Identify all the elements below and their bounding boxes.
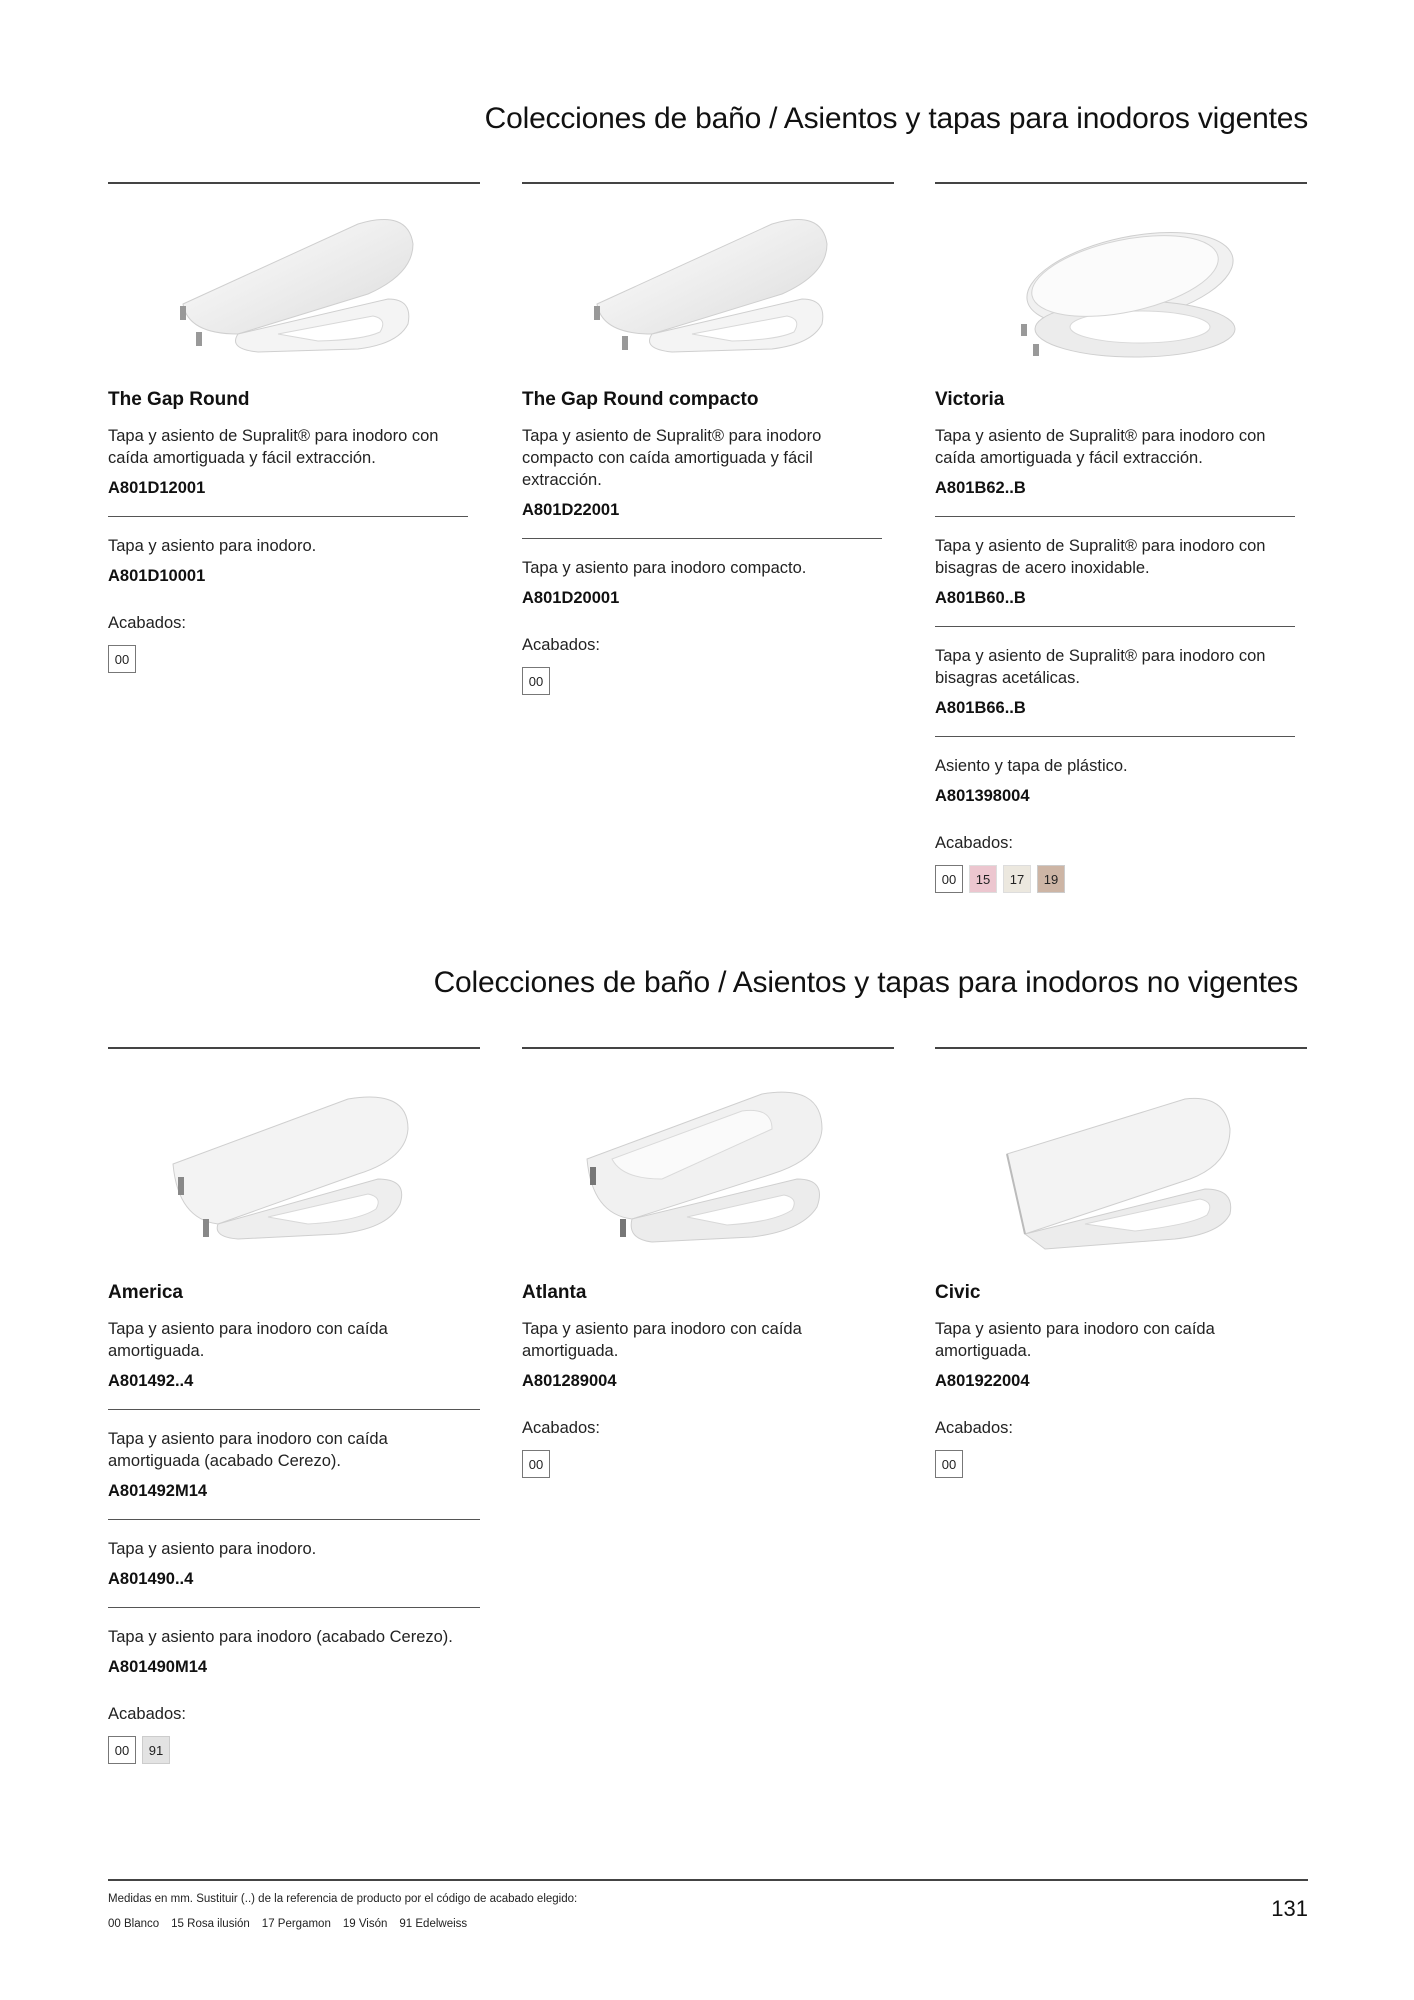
finish-swatches xyxy=(522,667,894,695)
entry-divider xyxy=(108,1519,480,1520)
finish-swatches xyxy=(935,865,1307,893)
entry-divider xyxy=(108,1409,480,1410)
product-code: A801D10001 xyxy=(108,567,206,585)
product-name: Atlanta xyxy=(522,1282,587,1303)
product-code: A801922004 xyxy=(935,1372,1030,1390)
product-name: Victoria xyxy=(935,389,1005,410)
product-code: A801D22001 xyxy=(522,501,620,519)
entry-divider xyxy=(935,736,1295,737)
finish-swatches xyxy=(935,1450,1307,1478)
product-code: A801398004 xyxy=(935,787,1030,805)
product-image-gap-round xyxy=(108,184,480,389)
product-description: Tapa y asiento para inodoro. xyxy=(108,537,317,555)
finish-swatch: 00 xyxy=(935,865,963,893)
product-description: Tapa y asiento para inodoro con caída amortiguada (acabado Cerezo). xyxy=(108,1430,388,1470)
product-image-victoria xyxy=(935,184,1307,389)
legend-item: 17 Pergamon xyxy=(261,1918,331,1930)
product-image-gap-round-compacto xyxy=(522,184,894,389)
product-name: Civic xyxy=(935,1282,981,1303)
product-image-atlanta xyxy=(522,1049,894,1282)
finish-swatch: 00 xyxy=(522,667,550,695)
product-code: A801B66..B xyxy=(935,699,1026,717)
product-card-america xyxy=(108,1047,480,1764)
product-description: Tapa y asiento de Supralit® para inodoro con bisagras acetálicas. xyxy=(935,647,1266,687)
finishes-label: Acabados: xyxy=(522,1419,600,1437)
product-card-atlanta xyxy=(522,1047,894,1478)
product-image-america xyxy=(108,1049,480,1282)
footer-note: Medidas en mm. Sustituir (..) de la referencia de producto por el código de acabado elegido: xyxy=(108,1893,578,1905)
finish-swatch: 00 xyxy=(108,1736,136,1764)
entry-divider xyxy=(935,626,1295,627)
product-description: Tapa y asiento para inodoro con caída amortiguada. xyxy=(108,1320,388,1360)
entry-divider xyxy=(108,516,468,517)
product-code: A801492..4 xyxy=(108,1372,194,1390)
product-name: The Gap Round compacto xyxy=(522,389,759,410)
product-code: A801492M14 xyxy=(108,1482,208,1500)
product-description: Tapa y asiento para inodoro. xyxy=(108,1540,317,1558)
entry-divider xyxy=(935,516,1295,517)
finish-swatches xyxy=(522,1450,894,1478)
product-code: A801289004 xyxy=(522,1372,617,1390)
product-description: Tapa y asiento de Supralit® para inodoro con bisagras de acero inoxidable. xyxy=(935,537,1266,577)
finish-swatches xyxy=(108,645,480,673)
product-card-gap-round-compacto xyxy=(522,182,894,695)
product-description: Tapa y asiento para inodoro con caída amortiguada. xyxy=(935,1320,1215,1360)
finish-swatch: 15 xyxy=(969,865,997,893)
finishes-label: Acabados: xyxy=(108,614,186,632)
section-title-no-vigentes: Colecciones de baño / Asientos y tapas para inodoros no vigentes xyxy=(433,966,1298,999)
finish-legend xyxy=(108,1918,467,1930)
finishes-label: Acabados: xyxy=(935,1419,1013,1437)
product-code: A801490..4 xyxy=(108,1570,194,1588)
product-card-victoria xyxy=(935,182,1307,893)
product-name: America xyxy=(108,1282,183,1303)
product-description: Tapa y asiento de Supralit® para inodoro compacto con caída amortiguada y fácil extracción. xyxy=(522,427,822,489)
product-description: Asiento y tapa de plástico. xyxy=(935,757,1128,775)
footer-divider xyxy=(108,1879,1308,1881)
product-description: Tapa y asiento para inodoro con caída amortiguada. xyxy=(522,1320,802,1360)
finish-swatch: 00 xyxy=(935,1450,963,1478)
finishes-label: Acabados: xyxy=(935,834,1013,852)
product-card-civic xyxy=(935,1047,1307,1478)
product-description: Tapa y asiento de Supralit® para inodoro con caída amortiguada y fácil extracción. xyxy=(935,427,1266,467)
legend-item: 19 Visón xyxy=(342,1918,388,1930)
product-code: A801B62..B xyxy=(935,479,1026,497)
finish-swatch: 17 xyxy=(1003,865,1031,893)
product-description: Tapa y asiento para inodoro compacto. xyxy=(522,559,807,577)
product-card-gap-round xyxy=(108,182,480,673)
finish-swatch: 00 xyxy=(108,645,136,673)
legend-item: 00 Blanco xyxy=(108,1918,160,1930)
legend-item: 15 Rosa ilusión xyxy=(171,1918,250,1930)
finishes-label: Acabados: xyxy=(108,1705,186,1723)
product-image-civic xyxy=(935,1049,1307,1282)
finishes-label: Acabados: xyxy=(522,636,600,654)
legend-item: 91 Edelweiss xyxy=(399,1918,468,1930)
page-number: 131 xyxy=(1271,1896,1308,1921)
finish-swatch: 00 xyxy=(522,1450,550,1478)
section-title-vigentes: Colecciones de baño / Asientos y tapas para inodoros vigentes xyxy=(484,102,1308,135)
finish-swatches xyxy=(108,1736,480,1764)
finish-swatch: 91 xyxy=(142,1736,170,1764)
product-description: Tapa y asiento de Supralit® para inodoro con caída amortiguada y fácil extracción. xyxy=(108,427,439,467)
entry-divider xyxy=(108,1607,480,1608)
product-description: Tapa y asiento para inodoro (acabado Cerezo). xyxy=(108,1628,453,1646)
product-code: A801D20001 xyxy=(522,589,620,607)
product-code: A801D12001 xyxy=(108,479,206,497)
entry-divider xyxy=(522,538,882,539)
product-code: A801490M14 xyxy=(108,1658,208,1676)
product-name: The Gap Round xyxy=(108,389,250,410)
finish-swatch: 19 xyxy=(1037,865,1065,893)
product-code: A801B60..B xyxy=(935,589,1026,607)
